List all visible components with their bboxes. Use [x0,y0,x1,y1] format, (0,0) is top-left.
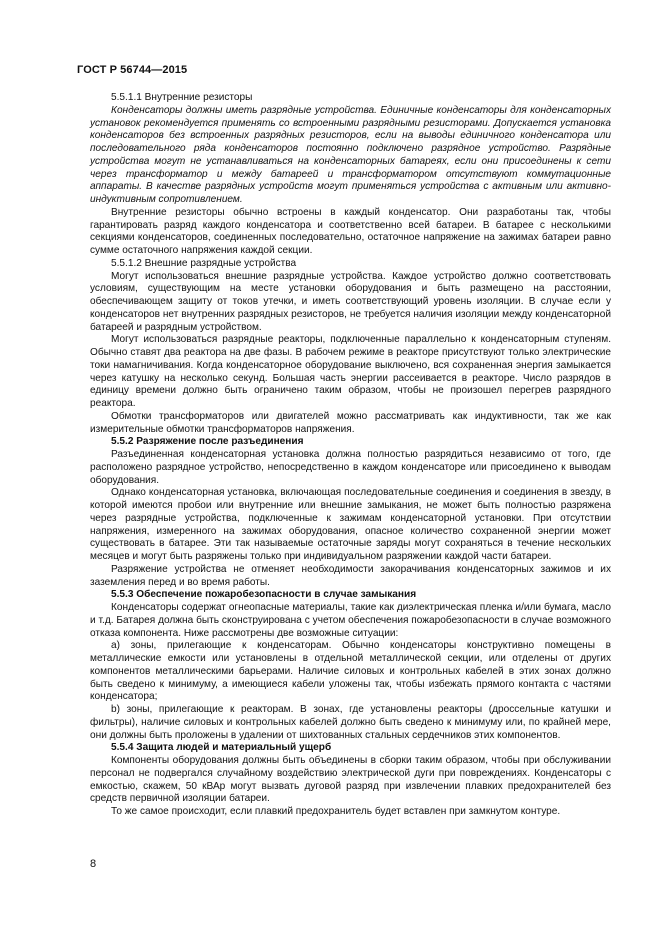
paragraph: Разряжение устройства не отменяет необходимости закорачивания конденсаторных зажимов и их заземления перед и во время работы. [90,563,611,588]
paragraph: Однако конденсаторная установка, включающая последовательные соединения и соединения в звезду, в которой имеются пробои или внутренние или внешние замыкания, не может быть полностью разряжена через разрядные устройства, подключенные к зажимам конденсаторной установки. При отсутствии напряжения, измеренного на зажимах оборудования, опасное количество сохраненной энергии может существовать в батарее. Эти так называемые остаточные заряды могут сохраняться в течение нескольких месяцев и могут быть разряжены только при индивидуальном разряжении каждой части батареи. [90,487,611,562]
paragraph: Разъединенная конденсаторная установка должна полностью разрядиться независимо от того, где расположено разрядное устройство, непосредственно в каждом конденсаторе или присоединено к выводам оборудования. [90,449,611,486]
page-number: 8 [90,858,97,870]
list-item: а) зоны, прилегающие к конденсаторам. Обычно конденсаторы конструктивно помещены в металлические емкости или установлены в отдельной металлической секции, или отделены от других компонентов металлическими барьерами. Наличие силовых и контрольных кабелей в этих зонах должно быть сведено к минимуму, а имеющиеся кабели уложены так, чтобы избежать прямого контакта с частями конденсатора; [90,640,611,703]
paragraph-italic: Конденсаторы должны иметь разрядные устройства. Единичные конденсаторы для конденсаторных установок рекомендуется применять со встроенными разрядными резисторами. Допускается установка конденсаторов без встроенных разрядных резисторов, если на выводы единичного конденсатора или последовательного ряда конденсаторов постоянно подключено разрядное устройство. Разрядные устройства могут не устанавливаться на конденсаторных батареях, если они присоединены к сети через трансформатор и между батареей и трансформатором отсутствуют коммутационные аппараты. В качестве разрядных устройств могут применяться устройства с активным или активно-индуктивным сопротивлением. [90,104,611,205]
section-heading: 5.5.3 Обеспечение пожаробезопасности в случае замыкания [111,589,417,601]
subsection-heading: 5.5.1.2 Внешние разрядные устройства [111,257,297,269]
section-heading: 5.5.2 Разряжение после разъединения [111,436,304,448]
paragraph: Могут использоваться внешние разрядные устройства. Каждое устройство должно соответствовать условиям, существующим на месте установки оборудования и быть размещено на расстоянии, обеспечивающем защиту от токов утечки, и иметь соответствующий уровень изоляции. В случае если у конденсаторов нет внутренних разрядных резисторов, не требуется наличия изоляции между конденсаторной батареей и разрядным устройством. [90,270,611,333]
document-body [90,92,611,819]
paragraph: Внутренние резисторы обычно встроены в каждый конденсатор. Они разработаны так, чтобы гарантировать разряд каждого конденсатора и соответственно всей батареи. В батарее с несколькими секциями конденсаторов, соединенных последовательно, остаточное напряжение на зажимах батареи равно сумме остаточного напряжения каждой секции. [90,206,611,256]
section-heading: 5.5.4 Защита людей и материальный ущерб [111,742,332,754]
list-item: b) зоны, прилегающие к реакторам. В зонах, где установлены реакторы (дроссельные катушки и фильтры), наличие силовых и контрольных кабелей должно быть сведено к минимуму или, по крайней мере, они должны быть проложены в удалении от шихтованных стальных сердечников этих компонентов. [90,704,611,741]
paragraph: То же самое происходит, если плавкий предохранитель будет вставлен при замкнутом контуре. [111,806,561,817]
paragraph: Компоненты оборудования должны быть объединены в сборки таким образом, чтобы при обслуживании персонал не подвергался случайному воздействию электрической дуги при повреждениях. Конденсаторы с емкостью, скажем, 50 кВАр могут вызвать дуговой разряд при извлечении плавких предохранителей без средств первичной изоляции батареи. [90,755,611,805]
paragraph: Конденсаторы содержат огнеопасные материалы, такие как диэлектрическая пленка и/или бумага, масло и т.д. Батарея должна быть сконструирована с учетом обеспечения пожаробезопасности в случае возможного отказа компонента. Ниже рассмотрены две возможные ситуации: [90,602,611,639]
subsection-heading: 5.5.1.1 Внутренние резисторы [111,92,253,103]
paragraph: Обмотки трансформаторов или двигателей можно рассматривать как индуктивности, так же как измерительные обмотки трансформаторов напряжения. [90,410,611,435]
paragraph: Могут использоваться разрядные реакторы, подключенные параллельно к конденсаторным ступеням. Обычно ставят два реактора на две фазы. В рабочем режиме в реакторе присутствуют только электрические токи намагничивания. Когда конденсаторное оборудование выключено, вся сохраненная энергия замыкается через катушку на несколько секунд. Большая часть энергии рассеивается в реакторе. Число разрядов в единицу времени должно быть ограничено таким образом, чтобы не произошел перегрев разрядного реактора. [90,334,611,409]
document-header: ГОСТ Р 56744—2015 [77,64,188,76]
